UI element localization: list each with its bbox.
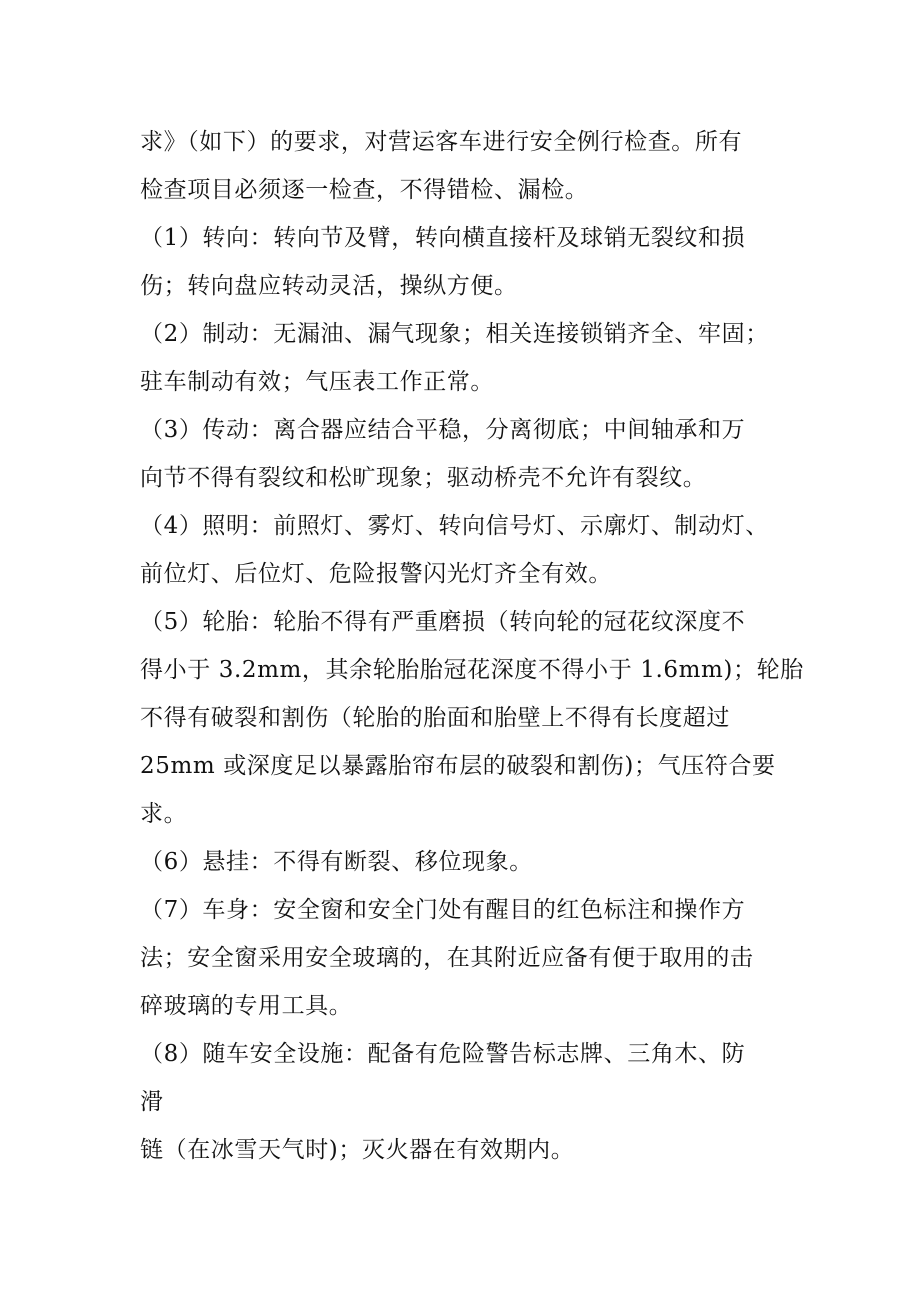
- text-line: 法；安全窗采用安全玻璃的，在其附近应备有便于取用的击: [140, 945, 754, 971]
- text-line: （8）随车安全设施：配备有危险警告标志牌、三角木、防: [140, 1041, 746, 1067]
- text-line: 25mm 或深度足以暴露胎帘布层的破裂和割伤)；气压符合要: [140, 753, 776, 779]
- text-line: （3）传动：离合器应结合平稳，分离彻底；中间轴承和万: [140, 417, 746, 443]
- text-line: 碎玻璃的专用工具。: [140, 993, 353, 1019]
- text-line: （2）制动：无漏油、漏气现象；相关连接锁销齐全、牢固；: [140, 321, 769, 347]
- text-line: 链（在冰雪天气时)；灭火器在有效期内。: [140, 1137, 575, 1163]
- text-line: （6）悬挂：不得有断裂、移位现象。: [140, 849, 533, 875]
- text-line: （5）轮胎：轮胎不得有严重磨损（转向轮的冠花纹深度不: [140, 609, 746, 635]
- text-line: 得小于 3.2mm，其余轮胎胎冠花深度不得小于 1.6mm)；轮胎: [140, 657, 804, 683]
- text-line: （7）车身：安全窗和安全门处有醒目的红色标注和操作方: [140, 897, 746, 923]
- text-line: 检查项目必须逐一检查，不得错检、漏检。: [140, 177, 589, 203]
- text-line: 驻车制动有效；气压表工作正常。: [140, 369, 494, 395]
- text-line: 滑: [140, 1089, 164, 1115]
- text-line: 求》（如下）的要求，对营运客车进行安全例行检查。所有: [140, 129, 743, 155]
- text-line: （1）转向：转向节及臂，转向横直接杆及球销无裂纹和损: [140, 225, 746, 251]
- text-line: 前位灯、后位灯、危险报警闪光灯齐全有效。: [140, 561, 612, 587]
- text-line: 伤；转向盘应转动灵活，操纵方便。: [140, 273, 518, 299]
- text-line: 向节不得有裂纹和松旷现象；驱动桥壳不允许有裂纹。: [140, 465, 707, 491]
- text-line: （4）照明：前照灯、雾灯、转向信号灯、示廓灯、制动灯、: [140, 513, 769, 539]
- text-line: 不得有破裂和割伤（轮胎的胎面和胎壁上不得有长度超过: [140, 705, 730, 731]
- document-body: [140, 118, 804, 1174]
- text-line: 求。: [140, 801, 188, 827]
